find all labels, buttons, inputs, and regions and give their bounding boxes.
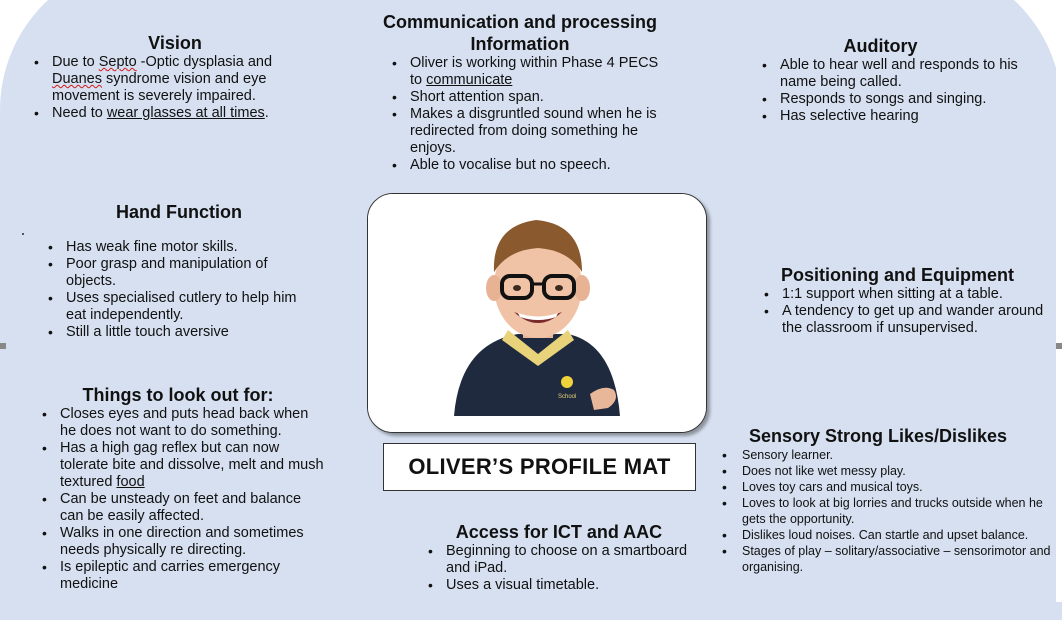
list-item: • Loves to look at big lorries and trucks outside when he gets the opportunity.: [718, 495, 1058, 527]
list-item: • Is epileptic and carries emergency medicine: [38, 559, 328, 593]
list-item: • Dislikes loud noises. Can startle and upset balance.: [718, 527, 1058, 543]
auditory-section: [758, 35, 1043, 125]
list-item: • Has weak fine motor skills.: [44, 239, 314, 256]
list-item: • Closes eyes and puts head back when he does not want to do something.: [38, 406, 328, 440]
photo-frame: [367, 193, 707, 433]
list-item: • Does not like wet messy play.: [718, 463, 1058, 479]
list-item: • A tendency to get up and wander around the classroom if unsupervised.: [760, 303, 1045, 337]
profile-title: OLIVER’S PROFILE MAT: [383, 443, 696, 491]
ict-heading: Access for ICT and AAC: [455, 522, 663, 542]
list-item: • Poor grasp and manipulation of objects.: [44, 256, 314, 290]
list-item: • 1:1 support when sitting at a table.: [760, 286, 1045, 303]
stray-dot: [22, 233, 24, 235]
list-item: • Short attention span.: [388, 89, 670, 106]
hand-function-heading: Hand Function: [116, 202, 242, 222]
list-item: • Loves toy cars and musical toys.: [718, 479, 1058, 495]
positioning-section: [760, 264, 1045, 337]
look-out-heading: Things to look out for:: [82, 385, 274, 405]
svg-text:School: School: [558, 394, 577, 400]
list-item: • Still a little touch aversive: [44, 324, 314, 341]
list-item: • Stages of play – solitary/associative – sensorimotor and organising.: [718, 543, 1058, 575]
hand-function-list: [44, 239, 314, 341]
resize-handle-left[interactable]: [0, 343, 6, 349]
sensory-section: [718, 425, 1058, 575]
communication-heading-line1: Communication and processing: [382, 12, 658, 32]
sensory-heading: Sensory Strong Likes/Dislikes: [748, 426, 1008, 446]
oliver-photo: [368, 194, 706, 432]
list-item: • Has selective hearing: [758, 108, 1043, 125]
ict-list: [424, 543, 714, 594]
vision-list: [30, 54, 320, 122]
list-item: • Walks in one direction and sometimes needs physically re directing.: [38, 525, 328, 559]
look-out-list: [38, 406, 328, 593]
list-item: • Able to vocalise but no speech.: [388, 157, 670, 174]
communication-heading-line2: Information: [470, 34, 570, 54]
list-item: • Has a high gag reflex but can now tolerate bite and dissolve, melt and mush textured food: [38, 440, 328, 491]
list-item: • Sensory learner.: [718, 447, 1058, 463]
look-out-section: [38, 384, 328, 593]
auditory-list: [758, 57, 1043, 125]
list-item: • Uses specialised cutlery to help him eat independently.: [44, 290, 314, 324]
list-item: • Need to wear glasses at all times.: [30, 105, 320, 122]
list-item: • Due to Septo -Optic dysplasia and Duanes syndrome vision and eye movement is severely impaired.: [30, 54, 320, 105]
positioning-heading: Positioning and Equipment: [781, 265, 1014, 285]
list-item: • Oliver is working within Phase 4 PECS to communicate: [388, 55, 670, 89]
vision-section: [30, 32, 320, 122]
resize-handle-right[interactable]: [1056, 343, 1062, 349]
communication-section: [370, 11, 670, 174]
list-item: • Uses a visual timetable.: [424, 577, 714, 594]
list-item: • Makes a disgruntled sound when he is redirected from doing something he enjoys.: [388, 106, 670, 157]
ict-section: [424, 521, 714, 594]
sensory-list: [718, 447, 1058, 575]
auditory-heading: Auditory: [843, 36, 918, 56]
list-item: • Able to hear well and responds to his name being called.: [758, 57, 1043, 91]
list-item: • Responds to songs and singing.: [758, 91, 1043, 108]
positioning-list: [760, 286, 1045, 337]
communication-list: [370, 55, 670, 174]
list-item: • Beginning to choose on a smartboard and iPad.: [424, 543, 714, 577]
hand-function-section: [44, 201, 314, 341]
vision-heading: Vision: [148, 33, 202, 53]
list-item: • Can be unsteady on feet and balance can be easily affected.: [38, 491, 328, 525]
